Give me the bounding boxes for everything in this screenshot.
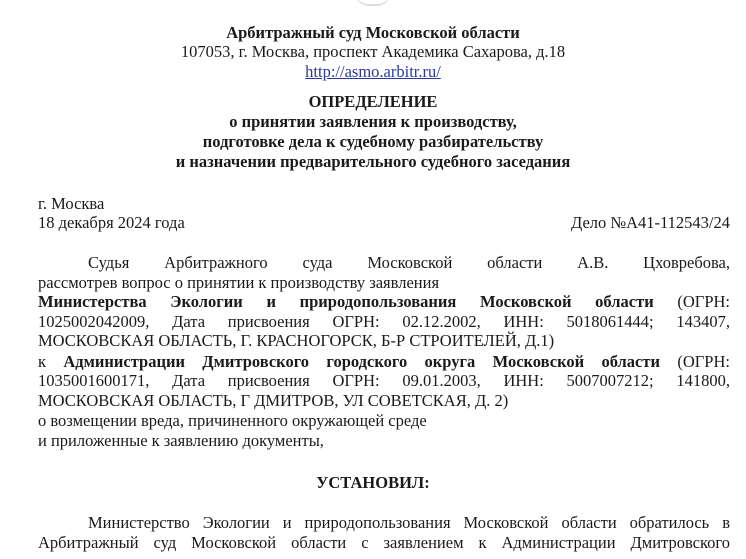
document-subtitle-line: о принятии заявления к производству, <box>229 112 517 131</box>
defendant-details: 1035001600171, Дата присвоения ОГРН: 09.01.2003, ИНН: 5007007212; 141800, <box>38 371 730 390</box>
judge-line: Судья Арбитражного суда Московской области А.В. Цховребова, <box>88 253 730 272</box>
paragraph-line: Арбитражный суд Московской области с заявлением к Администрации Дмитровского <box>38 533 730 552</box>
claimant-line <box>38 292 730 312</box>
defendant-ogrn-label: (ОГРН: <box>660 352 730 371</box>
defendant-address: МОСКОВСКАЯ ОБЛАСТЬ, Г ДМИТРОВ, УЛ СОВЕТСКАЯ, Д. 2) <box>38 391 509 410</box>
defendant-line <box>38 352 730 372</box>
claimant-ogrn-label: (ОГРН: <box>653 292 730 311</box>
defendant-prefix: к <box>38 352 64 371</box>
document-type: ОПРЕДЕЛЕНИЕ <box>308 92 438 111</box>
court-name: Арбитражный суд Московской области <box>226 23 520 42</box>
defendant-name: Администрации Дмитровского городского округа Московской области <box>63 352 660 371</box>
court-website-row <box>0 62 746 82</box>
document-subtitle-line: и назначении предварительного судебного заседания <box>175 152 571 171</box>
considered-line: рассмотрев вопрос о принятии к производству заявления <box>38 273 440 292</box>
subject-line: о возмещении вреда, причиненного окружающей среде <box>38 411 427 430</box>
court-address: 107053, г. Москва, проспект Академика Сахарова, д.18 <box>180 42 566 61</box>
date: 18 декабря 2024 года <box>38 213 185 232</box>
paragraph-line: Министерство Экологии и природопользования Московской области обратилось в <box>88 513 730 532</box>
established-heading: УСТАНОВИЛ: <box>316 473 430 492</box>
documents-line: и приложенные к заявлению документы, <box>38 431 324 450</box>
court-website-link[interactable]: http://asmo.arbitr.ru/ <box>305 62 441 81</box>
document-subtitle-line: подготовке дела к судебному разбирательству <box>202 132 544 151</box>
city: г. Москва <box>38 194 105 213</box>
claimant-address: МОСКОВСКАЯ ОБЛАСТЬ, Г. КРАСНОГОРСК, Б-Р СТРОИТЕЛЕЙ, Д.1) <box>38 331 555 350</box>
case-number: Дело №А41-112543/24 <box>570 213 730 232</box>
claimant-name: Министерства Экологии и природопользования Московской области <box>38 292 654 311</box>
top-seal-mark <box>355 0 391 6</box>
claimant-details: 1025002042009, Дата присвоения ОГРН: 02.12.2002, ИНН: 5018061444; 143407, <box>38 312 730 331</box>
